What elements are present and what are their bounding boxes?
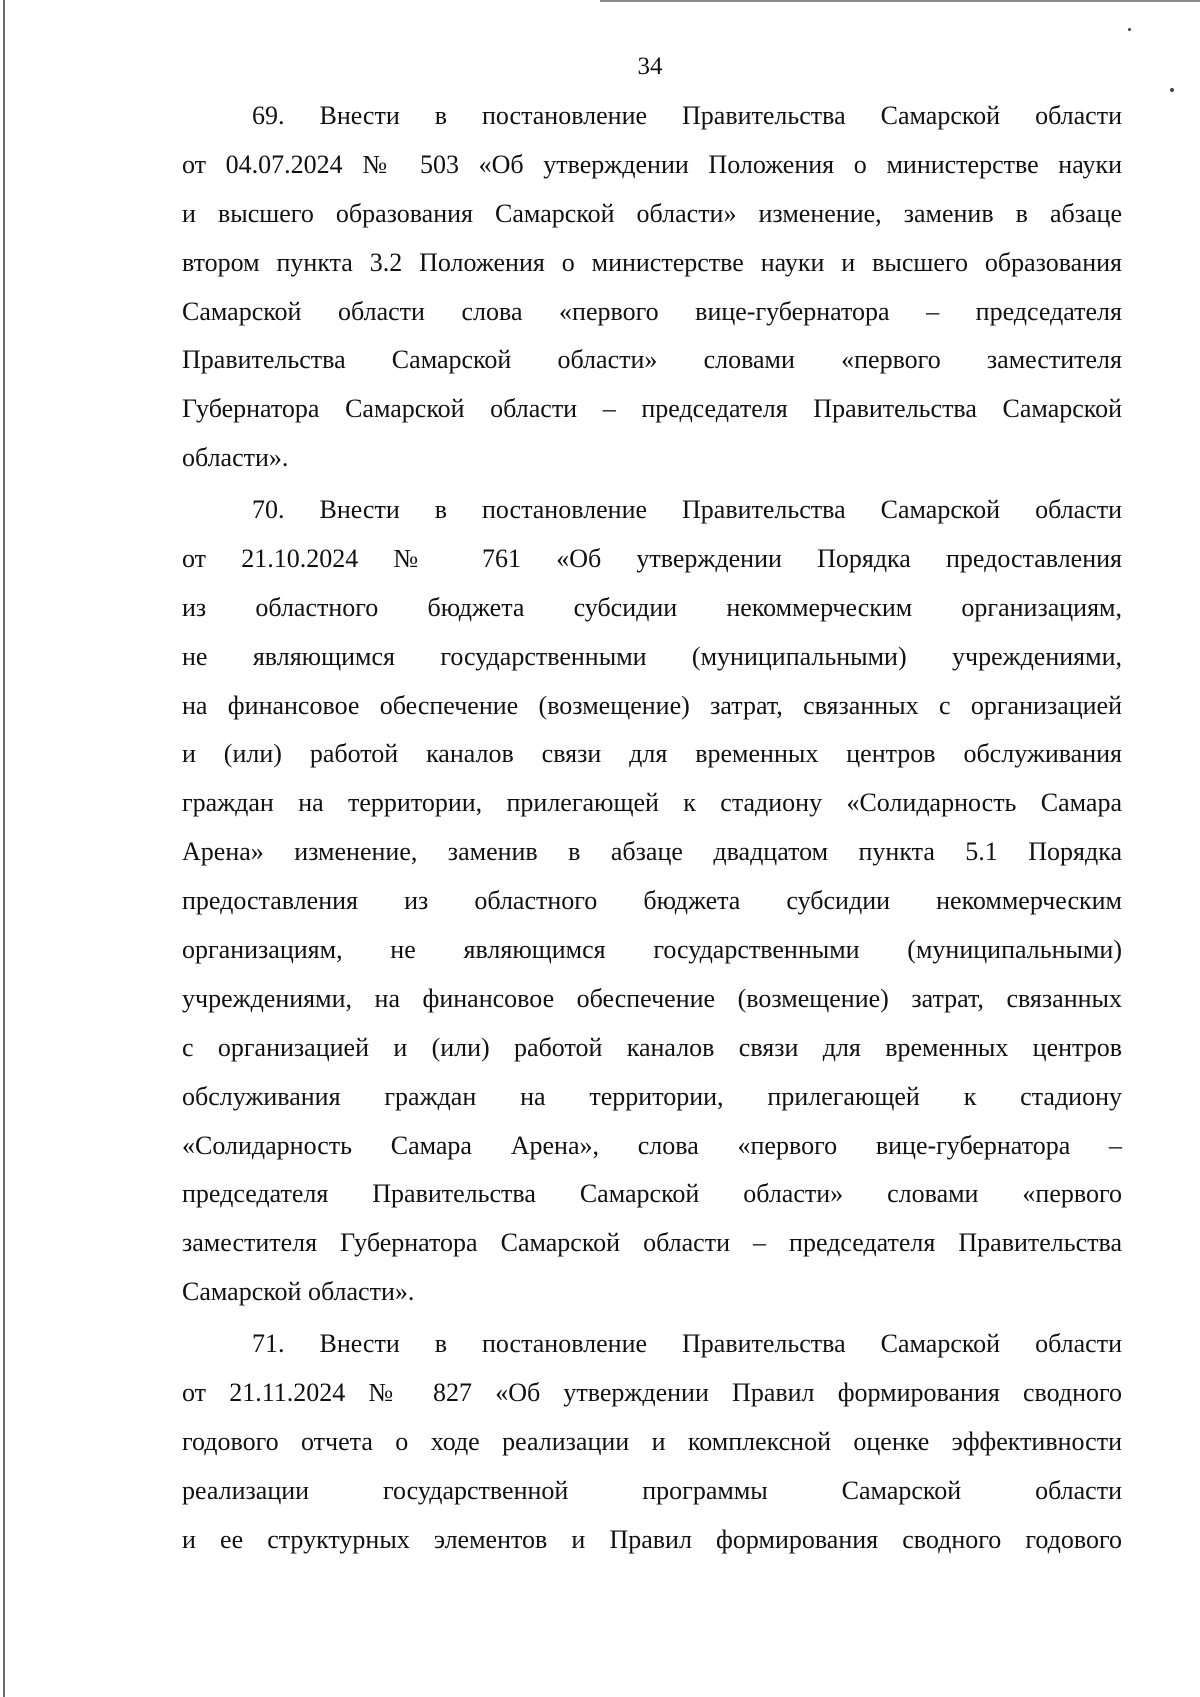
text-line: 70. Внести в постановление Правительства Самарской области: [252, 495, 1122, 524]
text-line: «Солидарность Самара Арена», слова «первого вице-губернатора –: [182, 1130, 1122, 1160]
paragraph-71: [182, 1320, 1122, 1564]
text-line: заместителя Губернатора Самарской области – председателя Правительства: [182, 1228, 1122, 1258]
scan-speck: [1170, 88, 1174, 92]
text-line: с организацией и (или) работой каналов связи для временных центров: [182, 1032, 1122, 1062]
text-line: и высшего образования Самарской области» изменение, заменив в абзаце: [182, 198, 1122, 228]
text-line: предоставления из областного бюджета субсидии некоммерческим: [182, 886, 1122, 916]
scan-top-edge: [600, 0, 1200, 2]
text-line: Губернатора Самарской области – председателя Правительства Самарской: [182, 394, 1122, 424]
text-line: и ее структурных элементов и Правил формирования сводного годового: [182, 1524, 1122, 1554]
text-line: 71. Внести в постановление Правительства Самарской области: [252, 1329, 1122, 1358]
text-line: на финансовое обеспечение (возмещение) затрат, связанных с организацией: [182, 690, 1122, 720]
text-line: втором пункта 3.2 Положения о министерстве науки и высшего образования: [182, 247, 1122, 277]
text-line: 69. Внести в постановление Правительства Самарской области: [252, 101, 1122, 130]
paragraph-69: [182, 92, 1122, 483]
text-line: от 04.07.2024 № 503 «Об утверждении Положения о министерстве науки: [182, 149, 1122, 179]
text-line: учреждениями, на финансовое обеспечение (возмещение) затрат, связанных: [182, 983, 1122, 1013]
text-line: от 21.11.2024 № 827 «Об утверждении Правил формирования сводного: [182, 1377, 1122, 1407]
paragraph-70: [182, 486, 1122, 1317]
page-number: 34: [637, 53, 663, 80]
text-line: не являющимся государственными (муниципальными) учреждениями,: [182, 641, 1122, 671]
text-line: от 21.10.2024 № 761 «Об утверждении Порядка предоставления: [182, 543, 1122, 573]
text-line: Арена» изменение, заменив в абзаце двадцатом пункта 5.1 Порядка: [182, 837, 1122, 867]
text-line: и (или) работой каналов связи для временных центров обслуживания: [182, 739, 1122, 769]
text-line: граждан на территории, прилегающей к стадиону «Солидарность Самара: [182, 788, 1122, 818]
scan-left-edge: [3, 0, 5, 1697]
text-line: области».: [182, 443, 289, 473]
text-line: годового отчета о ходе реализации и комплексной оценке эффективности: [182, 1426, 1122, 1456]
text-line: реализации государственной программы Самарской области: [182, 1475, 1122, 1505]
text-line: обслуживания граждан на территории, прилегающей к стадиону: [182, 1081, 1122, 1111]
text-line: Самарской области».: [182, 1277, 415, 1307]
text-line: председателя Правительства Самарской области» словами «первого: [182, 1179, 1122, 1209]
scan-speck: [1128, 28, 1131, 31]
text-line: Самарской области слова «первого вице-губернатора – председателя: [182, 296, 1122, 326]
text-line: организациям, не являющимся государственными (муниципальными): [182, 935, 1122, 965]
text-line: из областного бюджета субсидии некоммерческим организациям,: [182, 592, 1122, 622]
text-line: Правительства Самарской области» словами «первого заместителя: [182, 345, 1122, 375]
